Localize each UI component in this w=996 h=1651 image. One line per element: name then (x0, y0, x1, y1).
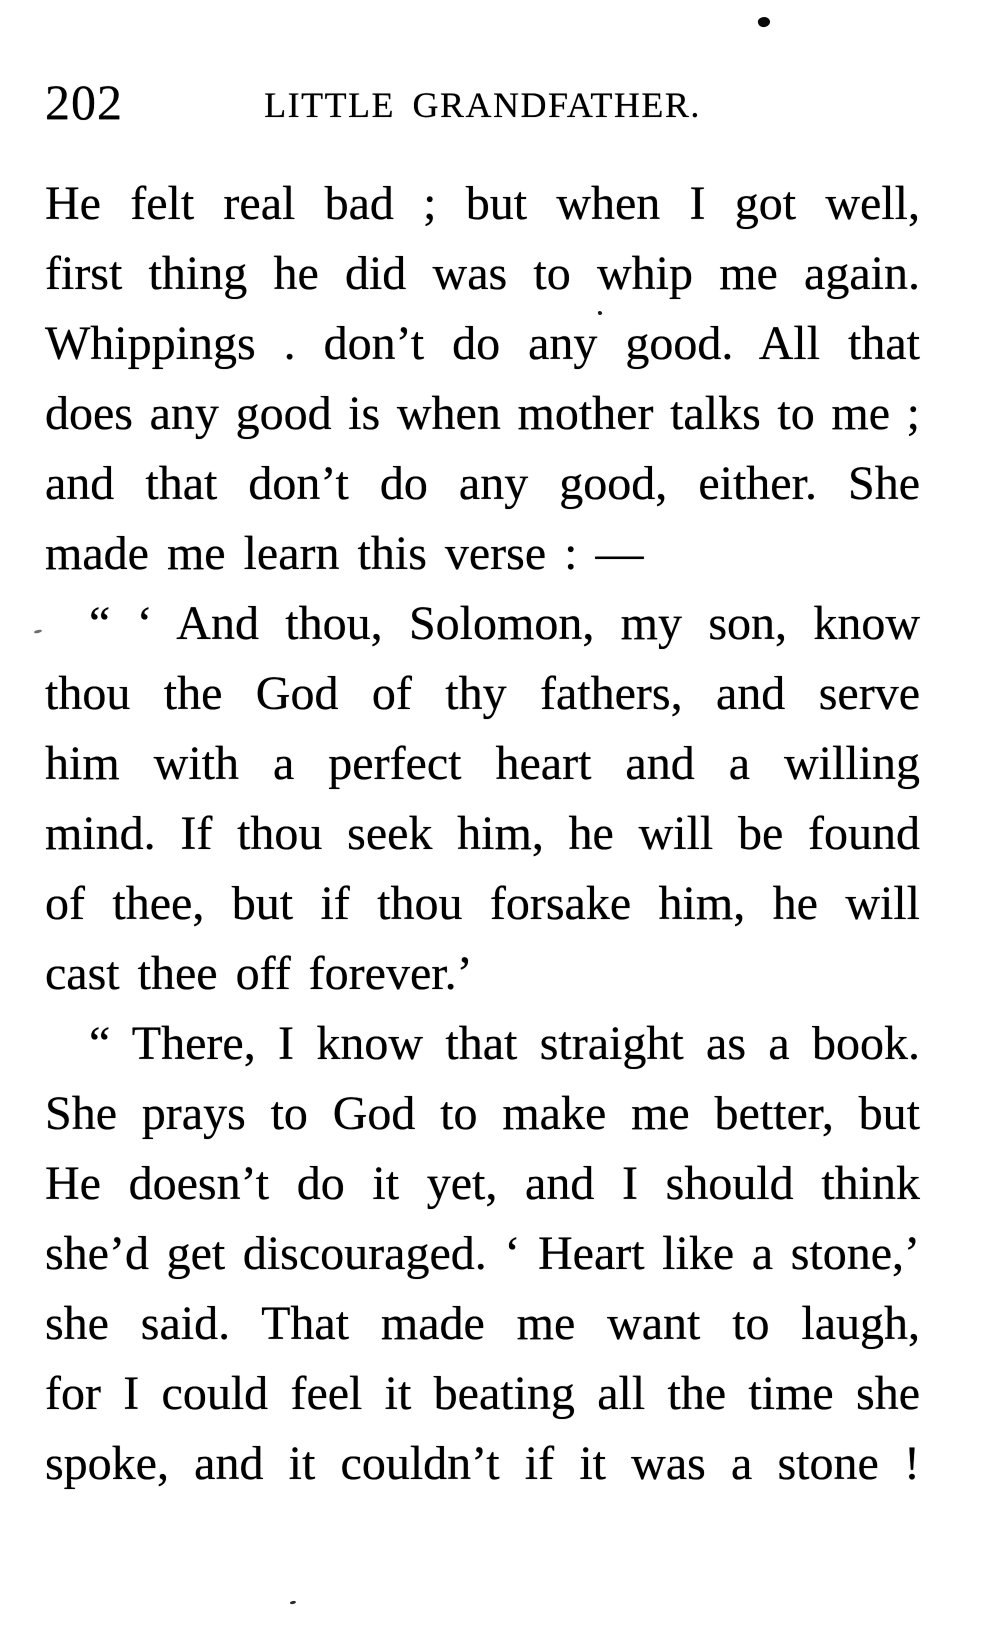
text-line: She prays to God to make me better, but (45, 1087, 920, 1140)
ink-speck (757, 16, 771, 29)
text-line: Whippings . don’t do any good. All that (45, 317, 920, 370)
text-line: she’d get discouraged. ‘ Heart like a stone,’ (45, 1227, 920, 1280)
text-line: of thee, but if thou forsake him, he will (45, 877, 920, 930)
text-line: for I could feel it beating all the time she (45, 1367, 920, 1420)
text-line: He doesn’t do it yet, and I should think (45, 1157, 920, 1210)
ink-speck (290, 1600, 297, 1604)
text-line: spoke, and it couldn’t if it was a stone ! (45, 1437, 920, 1490)
text-line: made me learn this verse : — (45, 527, 644, 580)
text-line: He felt real bad ; but when I got well, (45, 177, 920, 230)
text-line: first thing he did was to whip me again. (45, 247, 920, 300)
page-number: 202 (45, 74, 123, 130)
text-line: “ ‘ And thou, Solomon, my son, know (89, 597, 920, 650)
text-line: does any good is when mother talks to me ; (45, 387, 920, 440)
text-line: mind. If thou seek him, he will be found (45, 807, 920, 860)
text-line: she said. That made me want to laugh, (45, 1297, 920, 1350)
body-text (45, 169, 920, 1499)
ink-speck (34, 629, 43, 634)
text-line: him with a perfect heart and a willing (45, 737, 920, 790)
running-title: LITTLE GRANDFATHER. (264, 85, 701, 125)
text-line: thou the God of thy fathers, and serve (45, 667, 920, 720)
text-line: “ There, I know that straight as a book. (89, 1017, 920, 1070)
text-line: and that don’t do any good, either. She (45, 457, 920, 510)
text-line: cast thee off forever.’ (45, 947, 473, 1000)
